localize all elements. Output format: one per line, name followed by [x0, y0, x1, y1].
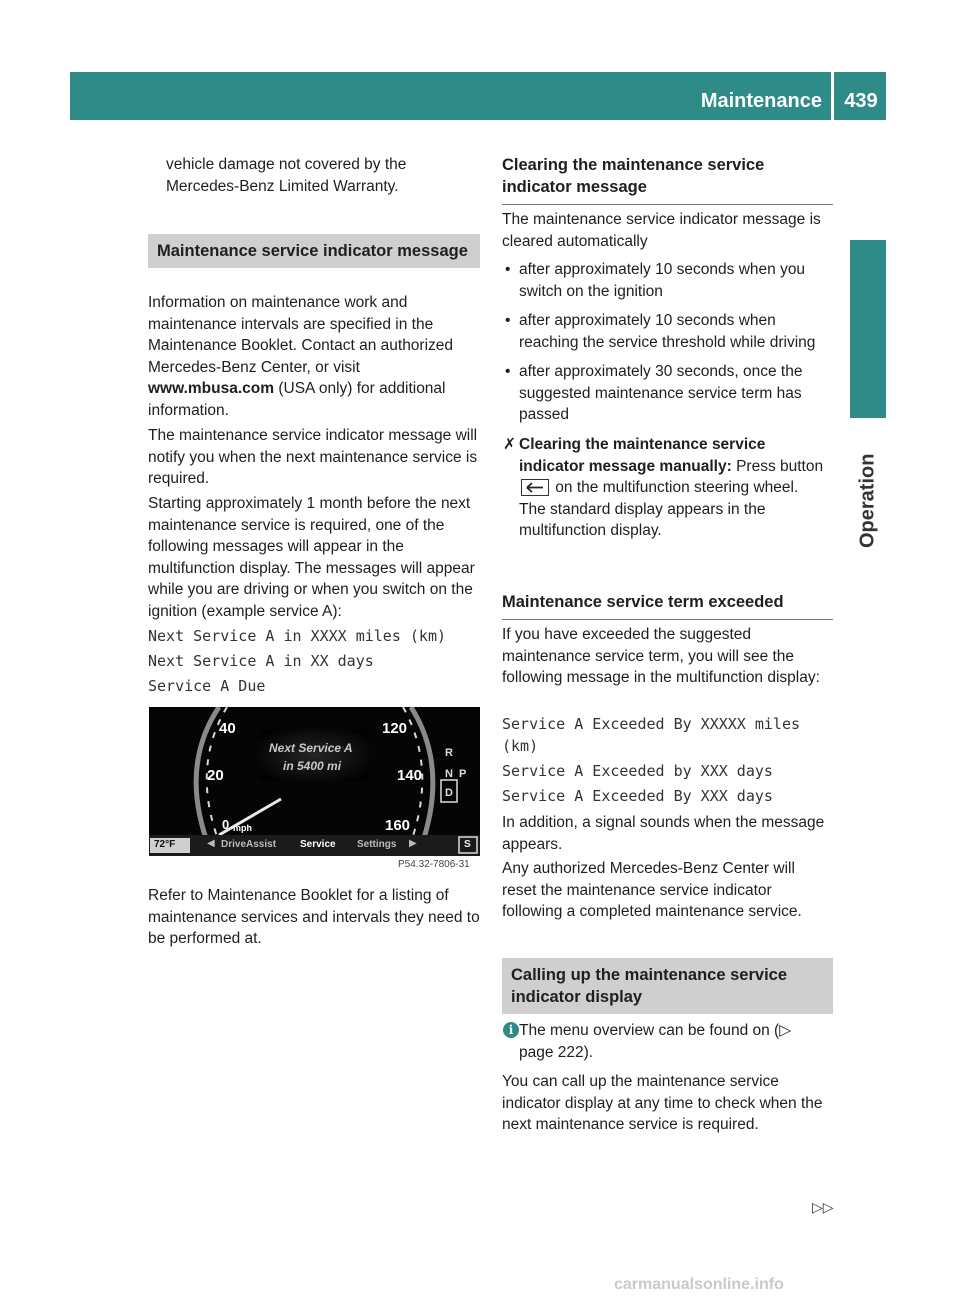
heading-calling-up: Calling up the maintenance service indicator display [502, 958, 833, 1014]
gear-p: P [459, 768, 467, 780]
paragraph-exceeded: If you have exceeded the suggested maintenance service term, you will see the following message in the multifunction display: [502, 626, 820, 686]
cluster-message-line1: Next Service A [269, 741, 353, 755]
bullet-item: • after approximately 10 seconds when reaching the service threshold while driving [505, 312, 816, 351]
message-next-service-miles: Next Service A in XXXX miles (km) [148, 627, 447, 645]
paragraph-call-up: You can call up the maintenance service indicator display at any time to check when the next maintenance service is required. [502, 1073, 823, 1133]
message-service-due: Service A Due [148, 677, 266, 695]
cluster-menu-left-arrow: ◀ [207, 838, 215, 849]
back-button-icon [521, 479, 549, 496]
step-arrow-icon: ✗ [503, 436, 516, 453]
speed-unit: mph [233, 823, 252, 833]
page-number: 439 [844, 90, 878, 112]
cluster-graphic [149, 707, 480, 856]
continue-icon: ▷▷ [812, 1199, 834, 1215]
speed-0: 0 [222, 817, 230, 832]
paragraph-info [148, 292, 482, 421]
speed-160: 160 [385, 817, 411, 834]
intro-text: vehicle damage not covered by the Mercedes-Benz Limited Warranty. [166, 156, 407, 195]
step-text-b: on the multifunction steering wheel. [551, 479, 799, 496]
step-result: The standard display appears in the multifunction display. [519, 500, 766, 539]
speed-40: 40 [219, 720, 236, 737]
info-icon: i [503, 1022, 519, 1038]
header-divider [831, 72, 834, 120]
heading-maintenance-indicator: Maintenance service indicator message [148, 234, 480, 268]
watermark: carmanualsonline.info [614, 1276, 784, 1293]
paragraph-cleared: The maintenance service indicator message is cleared automatically [502, 211, 821, 250]
figure-code: P54.32-7806-31 [398, 859, 470, 870]
bullet-text: after approximately 30 seconds, once the suggested maintenance service term has passed [519, 363, 803, 423]
cluster-menu-settings: Settings [357, 839, 397, 850]
heading-term-exceeded: Maintenance service term exceeded [502, 591, 833, 620]
message-exceeded-miles: Service A Exceeded By XXXXX miles [502, 715, 801, 733]
gear-n: N [445, 768, 453, 780]
cluster-menu-driveassist: DriveAssist [221, 839, 277, 850]
side-tab [850, 240, 886, 418]
cluster-temperature: 72°F [154, 839, 176, 850]
paragraph-notify: The maintenance service indicator message will notify you when the next maintenance service is required. [148, 427, 478, 487]
paragraph-refer: Refer to Maintenance Booklet for a listing of maintenance services and intervals they need to be performed at. [148, 887, 480, 947]
instrument-cluster-figure [149, 707, 480, 856]
paragraph-signal: In addition, a signal sounds when the message appears. [502, 814, 825, 853]
cluster-message-line2: in 5400 mi [283, 759, 342, 773]
message-exceeded-days-1: Service A Exceeded by XXX days [502, 762, 773, 780]
message-next-service-days: Next Service A in XX days [148, 652, 374, 670]
section-title: Maintenance [700, 90, 822, 112]
bullet-item: • after approximately 30 seconds, once the suggested maintenance service term has passed [505, 363, 803, 423]
speed-20: 20 [207, 767, 224, 784]
bullet-text: after approximately 10 seconds when reaching the service threshold while driving [519, 312, 816, 351]
speed-140: 140 [397, 767, 423, 784]
step-title: Clearing the maintenance service indicator message manually: [519, 436, 766, 475]
paragraph-info-b: (USA only) for additional information. [148, 380, 446, 419]
info-note: The menu overview can be found on (▷ page 222). [519, 1022, 792, 1061]
paragraph-reset: Any authorized Mercedes-Benz Center will reset the maintenance service indicator following a completed maintenance service. [502, 860, 802, 920]
message-exceeded-km: (km) [502, 737, 539, 755]
bullet-item: • after approximately 10 seconds when you switch on the ignition [505, 261, 806, 300]
side-tab-label: Operation [856, 453, 879, 548]
heading-clearing: Clearing the maintenance service indicator message [502, 154, 833, 205]
paragraph-starting: Starting approximately 1 month before the next maintenance service is required, one of the following messages will appear in the multifunction display. The messages will appear while you are driving or when you switch on the ignition (example service A): [148, 495, 475, 620]
step-clear-manually [503, 434, 835, 542]
gear-d: D [445, 787, 453, 799]
step-text-a: Press button [731, 457, 824, 475]
mbusa-link[interactable]: www.mbusa.com [148, 380, 275, 397]
message-exceeded-days-2: Service A Exceeded By XXX days [502, 787, 773, 805]
gear-r: R [445, 747, 453, 759]
speed-120: 120 [382, 720, 408, 737]
cluster-menu-right-arrow: ▶ [409, 838, 417, 849]
cluster-menu-service: Service [300, 839, 336, 850]
cluster-badge-s: S [464, 839, 471, 850]
paragraph-info-a: Information on maintenance work and maintenance intervals are specified in the Maintenance Booklet. Contact an authorized Mercedes-Benz Center, or visit [148, 294, 454, 376]
bullet-text: after approximately 10 seconds when you switch on the ignition [519, 261, 806, 300]
